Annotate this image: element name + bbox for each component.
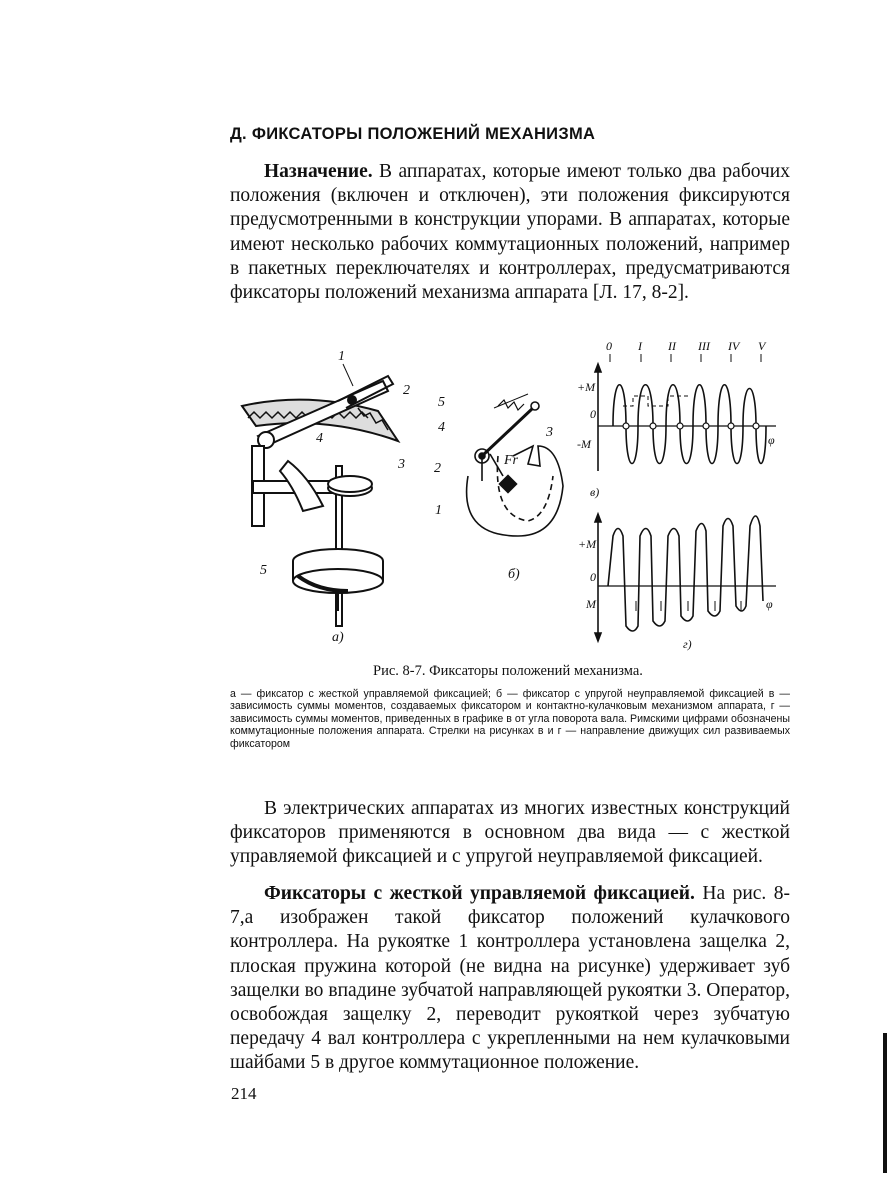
- chart-g-minus-m: M: [586, 597, 596, 611]
- chart-v-plus-m: +M: [577, 380, 596, 394]
- chart-g-zero: 0: [590, 570, 596, 584]
- roman-0: 0: [606, 339, 612, 353]
- roman-ticks: [610, 354, 761, 362]
- scan-edge-mark: [883, 1033, 887, 1173]
- chart-v-phi: φ: [768, 433, 775, 447]
- roman-4: IV: [728, 339, 740, 353]
- roman-labels: [606, 339, 767, 353]
- chart-g-plus-m: +M: [578, 537, 597, 551]
- lead-term: Фиксаторы с жесткой управляемой фиксацией.: [264, 883, 695, 904]
- page-number: 214: [231, 1084, 257, 1103]
- label-a-caption: а): [332, 630, 344, 645]
- lead-term: Назначение.: [264, 161, 373, 182]
- chart-g: [595, 514, 776, 641]
- label-a-2: 2: [403, 383, 410, 398]
- label-b-2: 2: [434, 461, 441, 476]
- chart-v-minus-m: -M: [577, 437, 591, 451]
- chart-g-caption: г): [683, 637, 692, 651]
- roman-3: III: [698, 339, 710, 353]
- label-b-5: 5: [438, 395, 445, 410]
- label-a-4: 4: [316, 431, 323, 446]
- label-a-5: 5: [260, 563, 267, 578]
- label-a-3: 3: [398, 457, 405, 472]
- paragraph-types: В электрических аппаратах из многих известных конструкций фиксаторов применяются в основном два вида — с жесткой управляемой фиксацией и с упругой неуправляемой фиксацией.: [230, 798, 790, 868]
- figure-caption-title: Рис. 8-7. Фиксаторы положений механизма.: [373, 663, 643, 679]
- figure-8-7: [228, 336, 788, 656]
- label-a-1: 1: [338, 349, 345, 364]
- label-b-force: Fr: [504, 453, 518, 468]
- label-b-1: 1: [435, 503, 442, 518]
- figure-caption-body: а — фиксатор с жесткой управляемой фиксацией; б — фиксатор с упругой неуправляемой фиксацией в — зависимость суммы моментов, создаваемых фиксатором и контактно-кулачковым механизмом аппарата, г — зависимость суммы моментов, приведенных в графике в от угла поворота вала. Римскими цифрами обозначены коммутационные положения аппарата. Стрелки на рисунках в и г — направление движущих сил развиваемых фиксатором: [230, 688, 790, 750]
- paragraph-text: В аппаратах, которые имеют только два рабочих положения (включен и отключен), эти положения фиксируются предусмотренными в конструкции упорами. В аппаратах, которые имеют несколько рабочих коммутационных положений, например в пакетных переключателях и контроллерах, предусматриваются фиксаторы положений механизма аппарата [Л. 17, 8-2].: [230, 161, 790, 304]
- chart-v-caption: в): [590, 485, 600, 499]
- paragraph-purpose: [230, 160, 790, 305]
- drawing-a: [242, 376, 398, 626]
- label-b-caption: б): [508, 567, 520, 582]
- roman-2: II: [668, 339, 676, 353]
- roman-5: V: [758, 339, 766, 353]
- paragraph-rigid-fixation: [230, 882, 790, 1076]
- chart-g-phi: φ: [766, 597, 773, 611]
- section-heading: Д. ФИКСАТОРЫ ПОЛОЖЕНИЙ МЕХАНИЗМА: [230, 125, 596, 143]
- figure-drawing: [228, 336, 788, 656]
- paragraph-text: На рис. 8-7,а изображен такой фиксатор положений кулачкового контроллера. На рукоятке 1 контроллера установлена защелка 2, плоская пружина которой (не видна на рисунке) удерживает зуб защелки во впадине зубчатой направляющей рукоятки 3. Оператор, освобождая защелку 2, переводит рукояткой через зубчатую передачу 4 вал контроллера с укрепленными на нем кулачковыми шайбами 5 в другое коммутационное положение.: [230, 883, 790, 1074]
- chart-v-zero: 0: [590, 407, 596, 421]
- label-b-4: 4: [438, 420, 445, 435]
- chart-v: [595, 364, 776, 471]
- label-b-3: 3: [546, 425, 553, 440]
- roman-1: I: [638, 339, 642, 353]
